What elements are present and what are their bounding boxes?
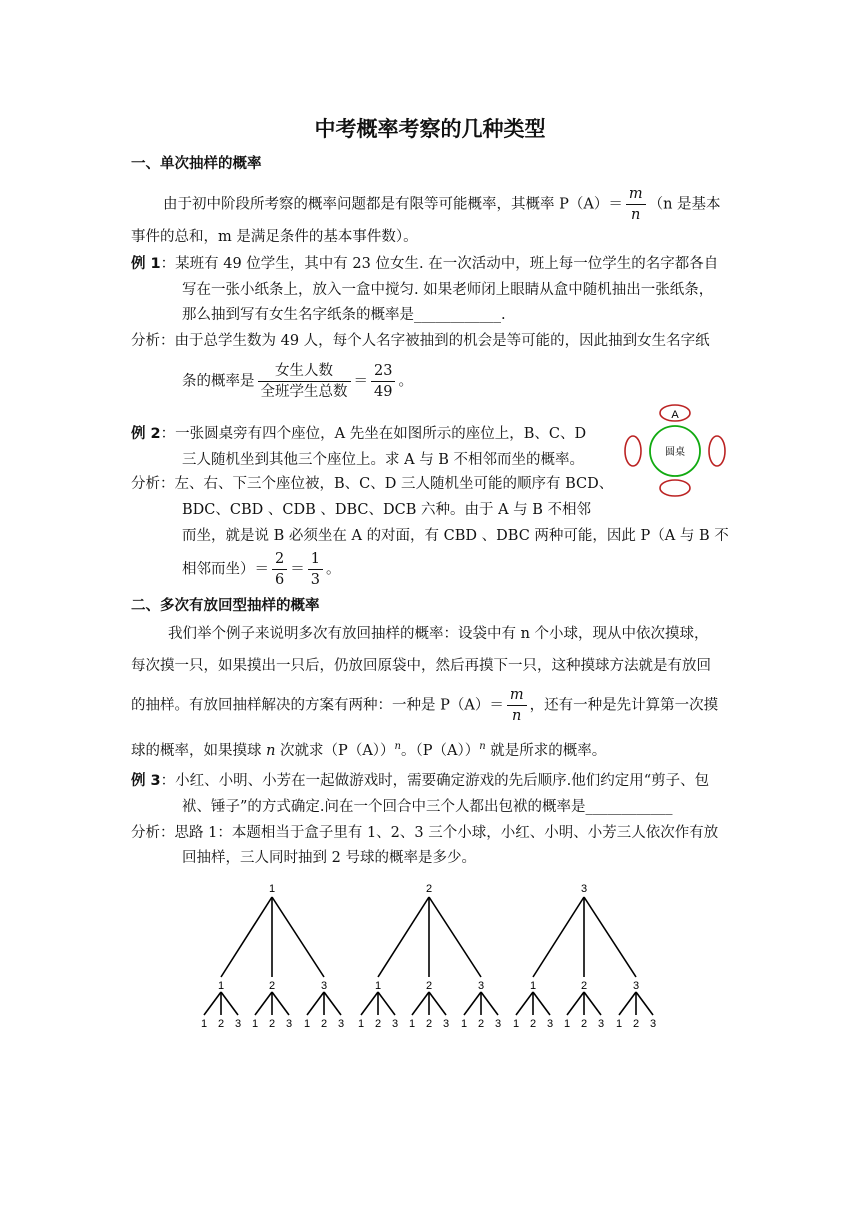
analysis-1-line-2: 条的概率是 $\frac{\text{女生人数}}{\text{全班学生总数}}$ ＝ $\frac{23}{49}$ 。 bbox=[182, 363, 413, 400]
tree-leaf-label: 3 bbox=[546, 1018, 554, 1030]
tree-branch-level-1 bbox=[221, 897, 272, 977]
analysis-2-line-1: 分析：左、右、下三个座位被，B、C、D 三人随机坐可能的顺序有 BCD、 bbox=[131, 476, 614, 492]
tree-leaf-label: 3 bbox=[285, 1018, 293, 1030]
tree-branch-level-2 bbox=[221, 992, 238, 1015]
tree-branch-level-1 bbox=[429, 897, 481, 977]
tree-level-2-label: 2 bbox=[425, 980, 433, 992]
tree-level-2-label: 1 bbox=[529, 980, 537, 992]
fraction-23-over-49: $\frac{23}{49}$ bbox=[371, 361, 395, 402]
tree-branch-level-1 bbox=[533, 897, 584, 977]
example-1-line-1: 例 1：某班有 49 位学生，其中有 23 位女生. 在一次活动中，班上每一位学生的名字都各自 bbox=[131, 256, 719, 272]
analysis-2-line-3: 而坐，就是说 B 必须坐在 A 的对面，有 CBD 、DBC 两种可能，因此 P（A 与 B 不 bbox=[182, 528, 729, 544]
tree-branch-level-2 bbox=[584, 992, 601, 1015]
tree-leaf-label: 1 bbox=[460, 1018, 468, 1030]
tree-branch-level-2 bbox=[429, 992, 446, 1015]
analysis-2-line-2: BDC、CBD 、CDB 、DBC、DCB 六种。由于 A 与 B 不相邻 bbox=[182, 502, 592, 518]
tree-branch-level-2 bbox=[324, 992, 341, 1015]
analysis-3-line-2: 回抽样，三人同时抽到 2 号球的概率是多少。 bbox=[182, 850, 476, 866]
tree-root-label: 3 bbox=[580, 883, 588, 895]
tree-level-2-label: 1 bbox=[217, 980, 225, 992]
tree-leaf-label: 2 bbox=[268, 1018, 276, 1030]
tree-leaf-label: 3 bbox=[442, 1018, 450, 1030]
example-3-line-1: 例 3：小红、小明、小芳在一起做游戏时，需要确定游戏的先后顺序.他们约定用“剪子、包 bbox=[131, 773, 710, 789]
tree-branch-level-2 bbox=[272, 992, 289, 1015]
tree-branch-level-1 bbox=[378, 897, 429, 977]
example-2-line-1: 例 2：一张圆桌旁有四个座位，A 先坐在如图所示的座位上，B、C、D bbox=[131, 426, 587, 442]
example-1-line-3: 那么抽到写有女生名字纸条的概率是____________. bbox=[182, 307, 506, 323]
example-2-line-2: 三人随机坐到其他三个座位上。求 A 与 B 不相邻而坐的概率。 bbox=[182, 452, 585, 468]
tree-branch-level-2 bbox=[361, 992, 378, 1015]
tree-level-2-label: 2 bbox=[268, 980, 276, 992]
tree-leaf-label: 3 bbox=[494, 1018, 502, 1030]
tree-level-2-label: 3 bbox=[320, 980, 328, 992]
tree-leaf-label: 1 bbox=[408, 1018, 416, 1030]
tree-leaf-label: 2 bbox=[374, 1018, 382, 1030]
tree-level-2-label: 3 bbox=[632, 980, 640, 992]
tree-leaf-label: 3 bbox=[649, 1018, 657, 1030]
tree-leaf-label: 3 bbox=[391, 1018, 399, 1030]
section-2-para-3: 的抽样。有放回抽样解决的方案有两种：一种是 P（A）＝ $\frac{m}{n}$ ，还有一种是先计算第一次摸 bbox=[131, 687, 719, 724]
section-1-intro-cont: 事件的总和，m 是满足条件的基本事件数）。 bbox=[131, 229, 418, 245]
tree-leaf-label: 1 bbox=[563, 1018, 571, 1030]
page-title: 中考概率考察的几种类型 bbox=[314, 117, 546, 141]
tree-branch-level-2 bbox=[378, 992, 395, 1015]
fraction-girls-over-total: $\frac{\text{女生人数}}{\text{全班学生总数}}$ bbox=[258, 361, 351, 402]
tree-branch-level-2 bbox=[567, 992, 584, 1015]
fraction-m-over-n-2: $\frac{m}{n}$ bbox=[507, 685, 527, 726]
tree-branch-level-2 bbox=[307, 992, 324, 1015]
fraction-1-over-3: $\frac{1}{3}$ bbox=[308, 549, 323, 590]
tree-leaf-label: 2 bbox=[320, 1018, 328, 1030]
fraction-2-over-6: $\frac{2}{6}$ bbox=[272, 549, 287, 590]
tree-branch-level-2 bbox=[619, 992, 636, 1015]
tree-leaf-label: 1 bbox=[615, 1018, 623, 1030]
example-3-line-2: 袱、锤子”的方式确定.问在一个回合中三个人都出包袱的概率是____________ bbox=[182, 799, 673, 815]
tree-branch-level-1 bbox=[584, 897, 636, 977]
table-label: 圆桌 bbox=[665, 447, 685, 458]
analysis-2-line-4: 相邻而坐）＝ $\frac{2}{6}$ ＝ $\frac{1}{3}$ 。 bbox=[182, 551, 341, 588]
tree-branch-level-1 bbox=[272, 897, 324, 977]
tree-level-2-label: 1 bbox=[374, 980, 382, 992]
seat-a-label: A bbox=[671, 409, 679, 421]
tree-leaf-label: 3 bbox=[597, 1018, 605, 1030]
tree-branch-level-2 bbox=[412, 992, 429, 1015]
tree-leaf-label: 1 bbox=[303, 1018, 311, 1030]
tree-leaf-label: 2 bbox=[529, 1018, 537, 1030]
tree-branch-level-2 bbox=[204, 992, 221, 1015]
tree-level-2-label: 2 bbox=[580, 980, 588, 992]
tree-branch-level-2 bbox=[516, 992, 533, 1015]
fraction-m-over-n: $\frac{m}{n}$ bbox=[626, 184, 646, 225]
tree-branch-level-2 bbox=[636, 992, 653, 1015]
section-2-para-2: 每次摸一只，如果摸出一只后，仍放回原袋中，然后再摸下一只，这种摸球方法就是有放回 bbox=[131, 658, 711, 674]
tree-leaf-label: 3 bbox=[337, 1018, 345, 1030]
tree-leaf-label: 1 bbox=[200, 1018, 208, 1030]
tree-leaf-label: 2 bbox=[425, 1018, 433, 1030]
example-1-line-2: 写在一张小纸条上，放入一盒中搅匀. 如果老师闭上眼睛从盒中随机抽出一张纸条， bbox=[182, 282, 714, 298]
analysis-3-line-1: 分析：思路 1：本题相当于盒子里有 1、2、3 三个小球，小红、小明、小芳三人依次作有放 bbox=[131, 825, 719, 841]
tree-leaf-label: 1 bbox=[251, 1018, 259, 1030]
analysis-1-line-1: 分析：由于总学生数为 49 人，每个人名字被抽到的机会是等可能的，因此抽到女生名字纸 bbox=[131, 333, 710, 349]
tree-branch-level-2 bbox=[481, 992, 498, 1015]
tree-root-label: 2 bbox=[425, 883, 433, 895]
tree-branch-level-2 bbox=[255, 992, 272, 1015]
section-2-para-1: 我们举个例子来说明多次有放回抽样的概率：设袋中有 n 个小球，现从中依次摸球， bbox=[168, 626, 709, 642]
tree-leaf-label: 2 bbox=[217, 1018, 225, 1030]
tree-level-2-label: 3 bbox=[477, 980, 485, 992]
tree-branch-level-2 bbox=[464, 992, 481, 1015]
section-2-heading: 二、多次有放回型抽样的概率 bbox=[131, 598, 320, 614]
tree-leaf-label: 2 bbox=[580, 1018, 588, 1030]
section-1-intro: 由于初中阶段所考察的概率问题都是有限等可能概率，其概率 P（A）＝ $\frac{m}{n}$ （n 是基本 bbox=[163, 186, 721, 223]
tree-leaf-label: 2 bbox=[477, 1018, 485, 1030]
tree-leaf-label: 2 bbox=[632, 1018, 640, 1030]
section-1-heading: 一、单次抽样的概率 bbox=[131, 156, 262, 172]
tree-branch-level-2 bbox=[533, 992, 550, 1015]
tree-leaf-label: 1 bbox=[512, 1018, 520, 1030]
section-2-para-4: 球的概率，如果摸球 n 次就求$(P(A))^n$。$(P(A))^n$ 就是所求的概率。 bbox=[131, 741, 607, 759]
tree-root-label: 1 bbox=[268, 883, 276, 895]
tree-leaf-label: 1 bbox=[357, 1018, 365, 1030]
tree-leaf-label: 3 bbox=[234, 1018, 242, 1030]
